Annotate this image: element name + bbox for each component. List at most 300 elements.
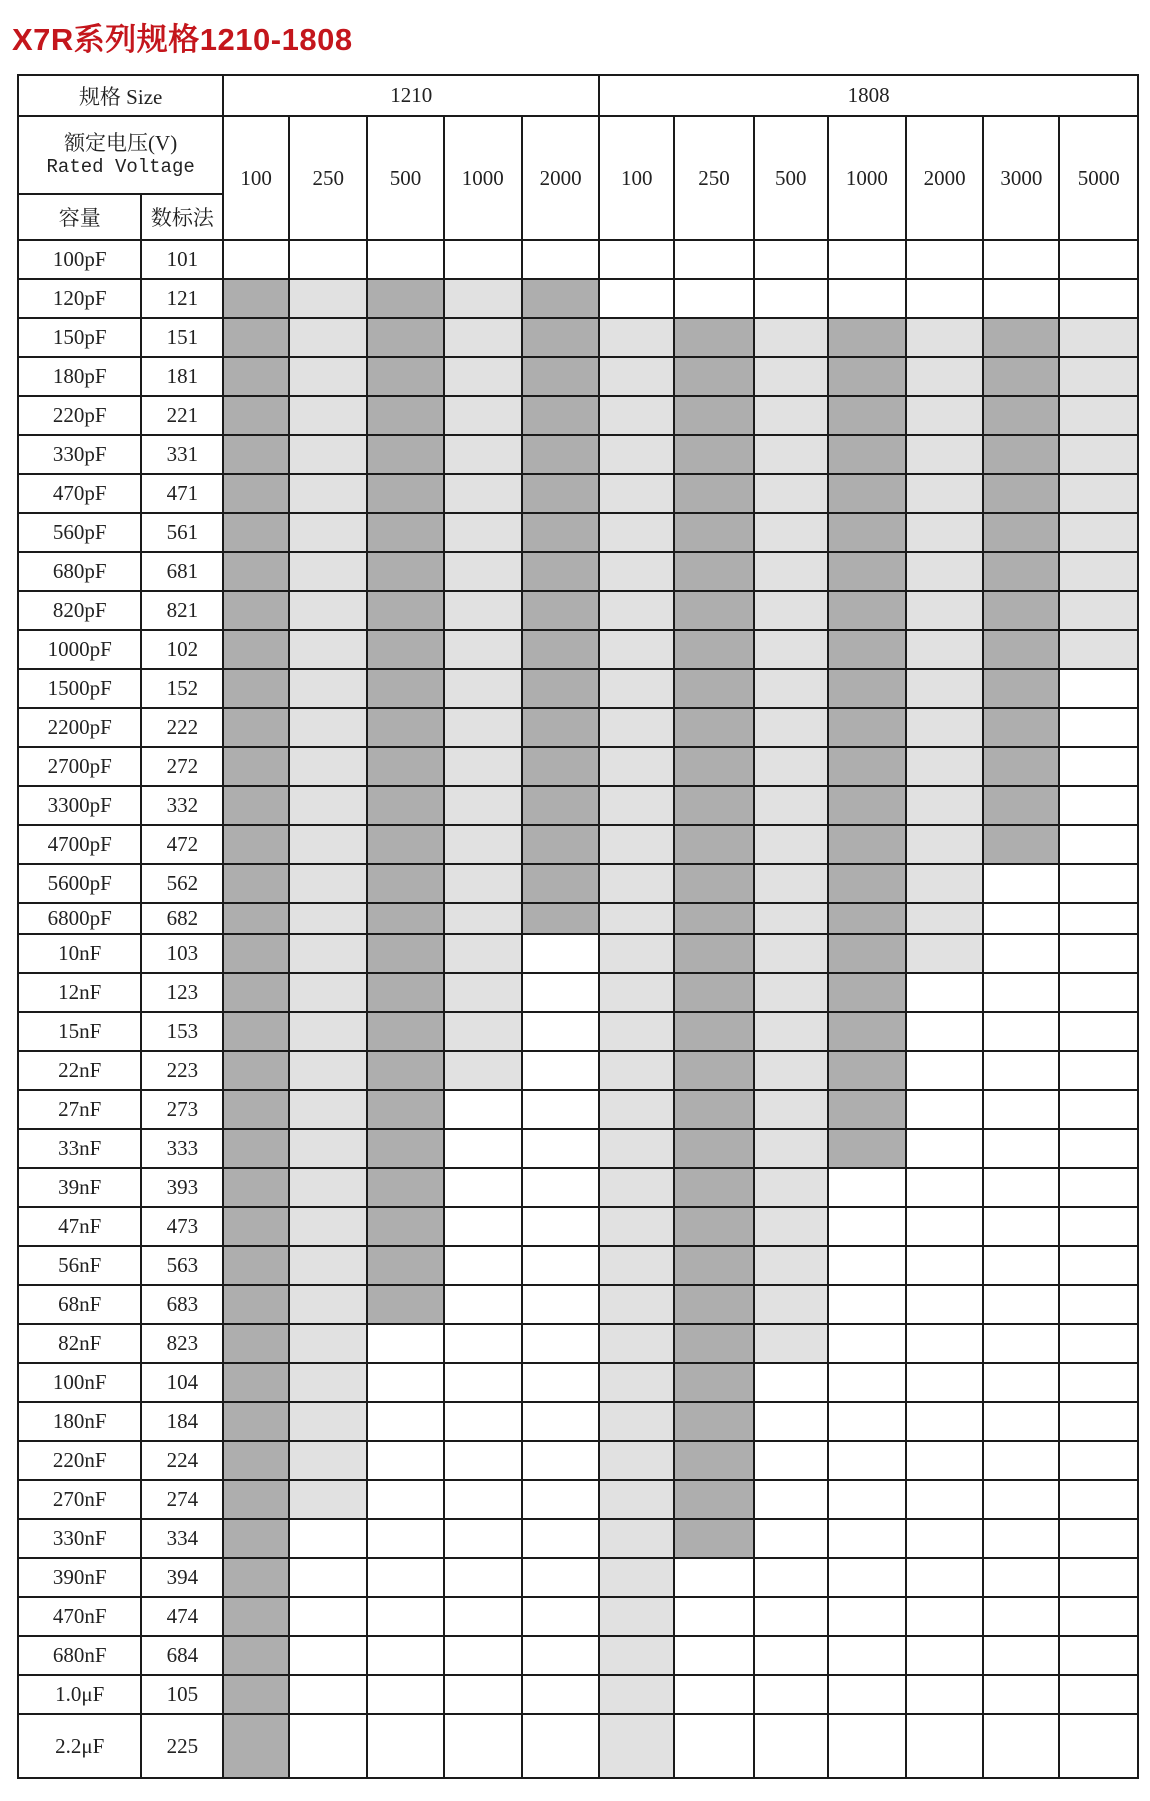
capacity-cell: 68nF [18, 1285, 141, 1324]
availability-cell [522, 435, 599, 474]
capacity-cell: 12nF [18, 973, 141, 1012]
availability-cell [599, 1129, 674, 1168]
availability-cell [983, 318, 1059, 357]
availability-cell [906, 1324, 983, 1363]
availability-cell [289, 1402, 367, 1441]
availability-cell [522, 357, 599, 396]
availability-cell [983, 1168, 1059, 1207]
availability-cell [289, 1558, 367, 1597]
availability-cell [983, 708, 1059, 747]
availability-cell [367, 1402, 443, 1441]
code-cell: 331 [141, 435, 223, 474]
availability-cell [599, 669, 674, 708]
availability-cell [674, 1207, 754, 1246]
availability-cell [754, 435, 828, 474]
availability-cell [754, 474, 828, 513]
code-cell: 152 [141, 669, 223, 708]
availability-cell [754, 786, 828, 825]
voltage-1210-1000: 1000 [444, 116, 522, 240]
availability-cell [828, 279, 906, 318]
availability-cell [223, 786, 289, 825]
availability-cell [522, 786, 599, 825]
availability-cell [1059, 669, 1138, 708]
availability-cell [289, 1129, 367, 1168]
availability-cell [906, 1714, 983, 1778]
availability-cell [828, 591, 906, 630]
availability-cell [444, 1519, 522, 1558]
capacity-cell: 22nF [18, 1051, 141, 1090]
availability-cell [1059, 1558, 1138, 1597]
page-title: X7R系列规格1210-1808 [12, 22, 353, 57]
voltage-1210-250: 250 [289, 116, 367, 240]
availability-cell [906, 934, 983, 973]
code-cell: 181 [141, 357, 223, 396]
availability-cell [599, 1597, 674, 1636]
availability-cell [906, 1363, 983, 1402]
availability-cell [906, 1012, 983, 1051]
availability-cell [674, 903, 754, 934]
availability-cell [522, 591, 599, 630]
availability-cell [828, 435, 906, 474]
availability-cell [444, 1285, 522, 1324]
capacity-cell: 330nF [18, 1519, 141, 1558]
availability-cell [828, 1324, 906, 1363]
availability-cell [223, 1441, 289, 1480]
availability-cell [828, 1558, 906, 1597]
availability-cell [1059, 747, 1138, 786]
availability-cell [599, 552, 674, 591]
availability-cell [444, 1051, 522, 1090]
availability-cell [599, 513, 674, 552]
table-row [18, 1675, 1138, 1714]
table-row [18, 240, 1138, 279]
availability-cell [983, 1363, 1059, 1402]
availability-cell [444, 513, 522, 552]
availability-cell [1059, 1675, 1138, 1714]
availability-cell [599, 1441, 674, 1480]
availability-cell [1059, 630, 1138, 669]
availability-cell [223, 1519, 289, 1558]
availability-cell [828, 708, 906, 747]
availability-cell [367, 1480, 443, 1519]
availability-cell [754, 669, 828, 708]
availability-cell [599, 1090, 674, 1129]
capacity-cell: 1500pF [18, 669, 141, 708]
availability-cell [906, 591, 983, 630]
availability-cell [828, 1597, 906, 1636]
availability-cell [1059, 318, 1138, 357]
availability-cell [289, 708, 367, 747]
availability-cell [522, 1324, 599, 1363]
size-1808-header: 1808 [599, 75, 1138, 116]
availability-cell [223, 396, 289, 435]
table-row [18, 708, 1138, 747]
availability-cell [522, 279, 599, 318]
capacity-cell: 120pF [18, 279, 141, 318]
availability-cell [1059, 1168, 1138, 1207]
availability-cell [674, 318, 754, 357]
availability-cell [289, 1675, 367, 1714]
availability-cell [223, 825, 289, 864]
code-cell: 274 [141, 1480, 223, 1519]
availability-cell [1059, 934, 1138, 973]
availability-cell [444, 1675, 522, 1714]
availability-cell [522, 474, 599, 513]
availability-cell [828, 1246, 906, 1285]
voltage-1210-500: 500 [367, 116, 443, 240]
availability-cell [1059, 435, 1138, 474]
table-row [18, 1090, 1138, 1129]
availability-cell [599, 591, 674, 630]
code-cell: 102 [141, 630, 223, 669]
availability-cell [674, 513, 754, 552]
availability-cell [223, 513, 289, 552]
availability-cell [599, 1480, 674, 1519]
capacity-cell: 10nF [18, 934, 141, 973]
availability-cell [444, 1012, 522, 1051]
availability-cell [289, 630, 367, 669]
availability-cell [223, 1012, 289, 1051]
availability-cell [289, 934, 367, 973]
availability-cell [983, 669, 1059, 708]
code-cell: 472 [141, 825, 223, 864]
availability-cell [223, 1402, 289, 1441]
availability-cell [754, 1246, 828, 1285]
table-row [18, 1519, 1138, 1558]
availability-cell [828, 1480, 906, 1519]
availability-cell [522, 747, 599, 786]
availability-cell [289, 240, 367, 279]
availability-cell [983, 591, 1059, 630]
code-cell: 103 [141, 934, 223, 973]
availability-cell [289, 1363, 367, 1402]
availability-cell [223, 1636, 289, 1675]
availability-cell [754, 1129, 828, 1168]
availability-cell [599, 435, 674, 474]
availability-cell [1059, 1402, 1138, 1441]
availability-cell [444, 1246, 522, 1285]
availability-cell [522, 1168, 599, 1207]
availability-cell [522, 1558, 599, 1597]
availability-cell [599, 1363, 674, 1402]
code-cell: 225 [141, 1714, 223, 1778]
availability-cell [444, 747, 522, 786]
table-row [18, 1129, 1138, 1168]
availability-cell [828, 903, 906, 934]
capacity-cell: 82nF [18, 1324, 141, 1363]
voltage-label [18, 116, 223, 194]
availability-cell [1059, 1246, 1138, 1285]
availability-cell [983, 864, 1059, 903]
availability-cell [906, 357, 983, 396]
availability-cell [674, 552, 754, 591]
availability-cell [1059, 973, 1138, 1012]
availability-cell [674, 825, 754, 864]
availability-cell [754, 1090, 828, 1129]
availability-cell [1059, 1090, 1138, 1129]
availability-cell [599, 1012, 674, 1051]
availability-cell [828, 630, 906, 669]
availability-cell [599, 934, 674, 973]
availability-cell [444, 1324, 522, 1363]
availability-cell [223, 474, 289, 513]
availability-cell [522, 669, 599, 708]
availability-cell [367, 1012, 443, 1051]
availability-cell [828, 1285, 906, 1324]
availability-cell [828, 864, 906, 903]
availability-cell [983, 1441, 1059, 1480]
availability-cell [828, 240, 906, 279]
availability-cell [522, 1402, 599, 1441]
availability-cell [1059, 1636, 1138, 1675]
availability-cell [289, 552, 367, 591]
availability-cell [599, 1168, 674, 1207]
capacity-cell: 270nF [18, 1480, 141, 1519]
availability-cell [983, 1714, 1059, 1778]
availability-cell [828, 1129, 906, 1168]
availability-cell [223, 591, 289, 630]
availability-cell [983, 552, 1059, 591]
availability-cell [223, 747, 289, 786]
availability-cell [599, 747, 674, 786]
availability-cell [367, 747, 443, 786]
availability-cell [1059, 1441, 1138, 1480]
availability-cell [754, 1168, 828, 1207]
availability-cell [599, 825, 674, 864]
table-row [18, 1246, 1138, 1285]
capacity-cell: 680pF [18, 552, 141, 591]
availability-cell [674, 591, 754, 630]
availability-cell [674, 1285, 754, 1324]
availability-cell [367, 1441, 443, 1480]
availability-cell [906, 864, 983, 903]
table-row [18, 1051, 1138, 1090]
availability-cell [522, 1051, 599, 1090]
size-label: 规格 Size [18, 75, 223, 116]
code-cell: 562 [141, 864, 223, 903]
availability-cell [906, 1090, 983, 1129]
availability-cell [444, 864, 522, 903]
code-cell: 473 [141, 1207, 223, 1246]
table-row [18, 552, 1138, 591]
availability-cell [674, 973, 754, 1012]
availability-cell [906, 825, 983, 864]
availability-cell [828, 1363, 906, 1402]
availability-cell [1059, 708, 1138, 747]
availability-cell [828, 825, 906, 864]
availability-cell [444, 1636, 522, 1675]
availability-cell [522, 1597, 599, 1636]
availability-cell [289, 1168, 367, 1207]
availability-cell [289, 435, 367, 474]
capacity-cell: 680nF [18, 1636, 141, 1675]
availability-cell [674, 1597, 754, 1636]
availability-cell [674, 786, 754, 825]
availability-cell [906, 786, 983, 825]
availability-cell [223, 1324, 289, 1363]
availability-cell [367, 1363, 443, 1402]
availability-cell [223, 669, 289, 708]
availability-cell [983, 240, 1059, 279]
availability-cell [754, 1675, 828, 1714]
availability-cell [828, 552, 906, 591]
capacity-cell: 820pF [18, 591, 141, 630]
availability-cell [599, 903, 674, 934]
capacity-cell: 2700pF [18, 747, 141, 786]
table-row [18, 1597, 1138, 1636]
availability-cell [1059, 1285, 1138, 1324]
availability-cell [367, 669, 443, 708]
capacity-cell: 470pF [18, 474, 141, 513]
availability-cell [983, 1129, 1059, 1168]
availability-cell [674, 708, 754, 747]
availability-cell [223, 357, 289, 396]
availability-cell [906, 279, 983, 318]
availability-cell [223, 1597, 289, 1636]
availability-cell [223, 552, 289, 591]
availability-cell [674, 1714, 754, 1778]
availability-cell [828, 1090, 906, 1129]
availability-cell [906, 474, 983, 513]
capacity-cell: 3300pF [18, 786, 141, 825]
availability-cell [1059, 513, 1138, 552]
table-row [18, 1168, 1138, 1207]
availability-cell [289, 903, 367, 934]
availability-cell [1059, 1519, 1138, 1558]
availability-cell [906, 1207, 983, 1246]
availability-cell [599, 1246, 674, 1285]
availability-cell [1059, 825, 1138, 864]
availability-cell [828, 1012, 906, 1051]
availability-cell [223, 1714, 289, 1778]
availability-cell [223, 1168, 289, 1207]
availability-cell [522, 1012, 599, 1051]
table-row [18, 630, 1138, 669]
availability-cell [367, 1090, 443, 1129]
availability-cell [674, 1402, 754, 1441]
availability-cell [223, 934, 289, 973]
availability-cell [1059, 1363, 1138, 1402]
availability-cell [674, 747, 754, 786]
code-cell: 681 [141, 552, 223, 591]
availability-cell [522, 552, 599, 591]
availability-cell [754, 240, 828, 279]
capacity-cell: 33nF [18, 1129, 141, 1168]
availability-cell [754, 279, 828, 318]
table-row [18, 357, 1138, 396]
availability-cell [367, 708, 443, 747]
voltage-1210-2000: 2000 [522, 116, 599, 240]
availability-cell [754, 1363, 828, 1402]
availability-cell [444, 240, 522, 279]
table-row [18, 1480, 1138, 1519]
availability-cell [983, 630, 1059, 669]
availability-cell [754, 1441, 828, 1480]
availability-cell [828, 474, 906, 513]
availability-cell [599, 357, 674, 396]
availability-cell [367, 1558, 443, 1597]
availability-cell [754, 825, 828, 864]
code-cell: 683 [141, 1285, 223, 1324]
availability-cell [289, 1441, 367, 1480]
availability-cell [522, 318, 599, 357]
availability-cell [289, 591, 367, 630]
availability-cell [983, 474, 1059, 513]
code-cell: 394 [141, 1558, 223, 1597]
availability-cell [754, 552, 828, 591]
availability-cell [599, 396, 674, 435]
availability-cell [289, 474, 367, 513]
availability-cell [828, 357, 906, 396]
code-cell: 105 [141, 1675, 223, 1714]
table-row [18, 318, 1138, 357]
availability-cell [674, 1168, 754, 1207]
availability-cell [599, 1051, 674, 1090]
capacity-label: 容量 [18, 194, 141, 240]
availability-cell [674, 1675, 754, 1714]
capacity-cell: 100nF [18, 1363, 141, 1402]
availability-cell [289, 279, 367, 318]
availability-cell [522, 864, 599, 903]
availability-cell [754, 903, 828, 934]
availability-cell [828, 1675, 906, 1714]
availability-cell [1059, 1324, 1138, 1363]
availability-cell [289, 1324, 367, 1363]
availability-cell [223, 864, 289, 903]
capacity-cell: 47nF [18, 1207, 141, 1246]
availability-cell [522, 1519, 599, 1558]
availability-cell [983, 825, 1059, 864]
availability-cell [444, 934, 522, 973]
availability-cell [828, 513, 906, 552]
availability-cell [828, 1441, 906, 1480]
table-row [18, 1363, 1138, 1402]
availability-cell [674, 279, 754, 318]
availability-cell [983, 435, 1059, 474]
availability-cell [522, 1285, 599, 1324]
availability-cell [522, 1207, 599, 1246]
availability-cell [599, 1558, 674, 1597]
capacity-cell: 1000pF [18, 630, 141, 669]
availability-cell [1059, 786, 1138, 825]
capacity-cell: 180nF [18, 1402, 141, 1441]
code-cell: 474 [141, 1597, 223, 1636]
voltage-1808-100: 100 [599, 116, 674, 240]
availability-cell [906, 1402, 983, 1441]
availability-cell [674, 474, 754, 513]
availability-cell [983, 786, 1059, 825]
availability-cell [367, 591, 443, 630]
availability-cell [983, 1324, 1059, 1363]
availability-cell [289, 1090, 367, 1129]
availability-cell [444, 435, 522, 474]
availability-cell [367, 1714, 443, 1778]
availability-cell [599, 630, 674, 669]
code-cell: 153 [141, 1012, 223, 1051]
availability-cell [983, 513, 1059, 552]
availability-cell [1059, 1714, 1138, 1778]
availability-cell [906, 318, 983, 357]
availability-cell [444, 396, 522, 435]
availability-cell [1059, 552, 1138, 591]
availability-cell [444, 1402, 522, 1441]
availability-cell [223, 1363, 289, 1402]
availability-cell [983, 1636, 1059, 1675]
availability-cell [444, 786, 522, 825]
availability-cell [1059, 591, 1138, 630]
capacity-cell: 27nF [18, 1090, 141, 1129]
availability-cell [754, 934, 828, 973]
